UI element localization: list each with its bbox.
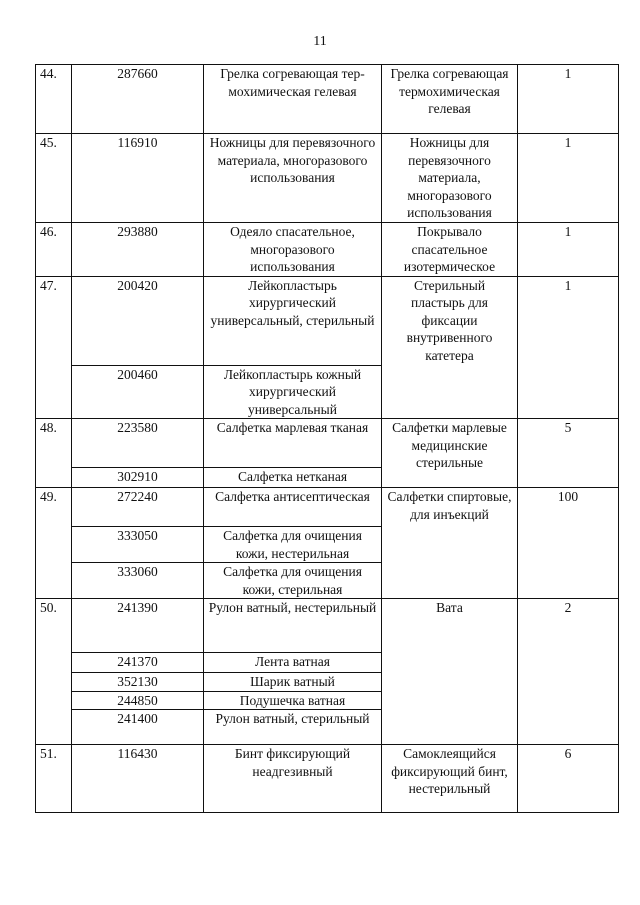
table-row [36, 276, 619, 365]
item-code: 293880 [72, 223, 204, 277]
table-body [36, 65, 619, 813]
item-code: 116910 [72, 134, 204, 223]
item-code: 352130 [72, 673, 204, 692]
table-row [36, 223, 619, 277]
item-code: 333050 [72, 527, 204, 563]
item-code: 244850 [72, 691, 204, 710]
item-code: 200460 [72, 365, 204, 419]
group-name: Салфетки марлевые медицинские стерильные [382, 419, 518, 488]
quantity: 2 [518, 599, 619, 745]
item-name: Лейкопластырь кожный хирургический универсальный [204, 365, 382, 419]
item-name: Ножницы для перевязочного материала, многоразового использования [204, 134, 382, 223]
item-code: 241390 [72, 599, 204, 653]
item-code: 302910 [72, 468, 204, 488]
item-code: 241370 [72, 653, 204, 673]
group-name: Самоклеящийся фиксирующий бинт, нестерильный [382, 745, 518, 813]
quantity: 6 [518, 745, 619, 813]
quantity: 5 [518, 419, 619, 488]
item-code: 116430 [72, 745, 204, 813]
quantity: 1 [518, 65, 619, 134]
table-row [36, 488, 619, 527]
group-name: Ножницы для перевязочного материала, многоразового использования [382, 134, 518, 223]
item-name: Подушечка ватная [204, 691, 382, 710]
item-name: Салфетка марлевая тканая [204, 419, 382, 468]
item-code: 200420 [72, 276, 204, 365]
item-code: 272240 [72, 488, 204, 527]
group-name: Покрывало спасательное изотермическое [382, 223, 518, 277]
item-code: 241400 [72, 710, 204, 745]
row-number: 46. [36, 223, 72, 277]
table-row [36, 134, 619, 223]
group-name: Салфетки спиртовые, для инъекций [382, 488, 518, 599]
row-number: 45. [36, 134, 72, 223]
table-row [36, 419, 619, 468]
item-name: Салфетка для очищения кожи, нестерильная [204, 527, 382, 563]
item-name: Рулон ватный, нестерильный [204, 599, 382, 653]
table-row [36, 745, 619, 813]
item-name: Шарик ватный [204, 673, 382, 692]
quantity: 100 [518, 488, 619, 599]
item-name: Грелка согревающая тер-мохимическая гелевая [204, 65, 382, 134]
item-code: 333060 [72, 563, 204, 599]
group-name: Стерильный пластырь для фиксации внутривенного катетера [382, 276, 518, 419]
item-name: Салфетка антисептическая [204, 488, 382, 527]
table-row [36, 599, 619, 653]
group-name: Вата [382, 599, 518, 745]
quantity: 1 [518, 276, 619, 419]
equipment-table [35, 64, 619, 813]
item-name: Салфетка для очищения кожи, стерильная [204, 563, 382, 599]
row-number: 48. [36, 419, 72, 488]
quantity: 1 [518, 134, 619, 223]
item-name: Бинт фиксирующий неадгезивный [204, 745, 382, 813]
item-name: Лейкопластырь хирургический универсальный, стерильный [204, 276, 382, 365]
item-code: 287660 [72, 65, 204, 134]
row-number: 44. [36, 65, 72, 134]
item-name: Одеяло спасательное, многоразового использования [204, 223, 382, 277]
item-code: 223580 [72, 419, 204, 468]
item-name: Лента ватная [204, 653, 382, 673]
row-number: 50. [36, 599, 72, 745]
quantity: 1 [518, 223, 619, 277]
row-number: 51. [36, 745, 72, 813]
item-name: Салфетка нетканая [204, 468, 382, 488]
group-name: Грелка согревающая термохимическая гелевая [382, 65, 518, 134]
row-number: 47. [36, 276, 72, 419]
table-row [36, 65, 619, 134]
page-number: 11 [313, 34, 327, 49]
row-number: 49. [36, 488, 72, 599]
item-name: Рулон ватный, стерильный [204, 710, 382, 745]
